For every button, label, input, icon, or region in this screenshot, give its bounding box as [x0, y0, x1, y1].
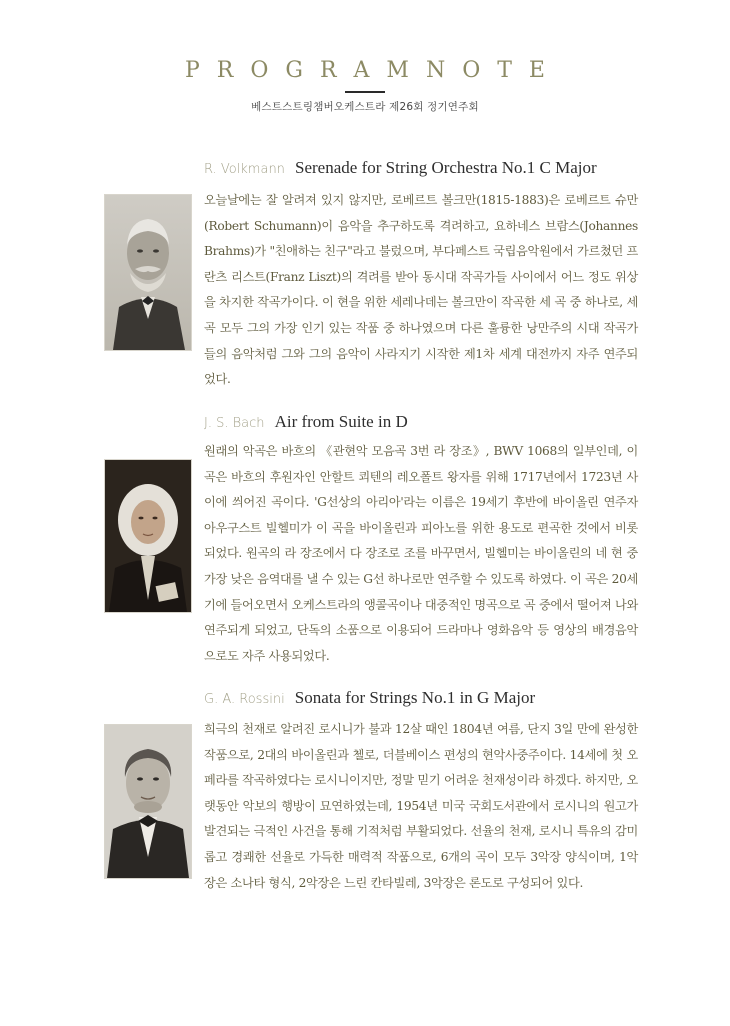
title-divider: [345, 91, 385, 93]
portrait-volkmann-image: [105, 195, 191, 350]
composer-portrait-volkmann: [104, 194, 192, 351]
composer-portrait-rossini: [104, 724, 192, 879]
page-subtitle: 베스트스트링챔버오케스트라 제26회 정기연주회: [251, 101, 479, 113]
work-title: Air from Suite in D: [274, 412, 408, 431]
composer-name: G. A. Rossini: [204, 692, 285, 707]
program-note-text: 원래의 악곡은 바흐의 《관현악 모음곡 3번 라 장조》, BWV 1068의 일부인데, 이 곡은 바흐의 후원자인 안할트 쾨텐의 레오폴트 왕자를 위해 1717년에서 1723년 사이에 씌어진 곡이다. 'G선상의 아리아'라는 이름은 19세기 후반에 바이올린 연주자 아우구스트 빌헬미가 이 곡을 바이올린과 피아노를 위한 용도로 편곡한 것에서 비롯되었다. 원곡의 라 장조에서 다 장조로 조를 바꾸면서, 빌헬미는 바이올린의 네 현 중 가장 낮은 음역대를 낼 수 있는 G선 하나로만 연주할 수 있도록 하였다. 이 곡은 20세기에 들어오면서 오케스트라의 앵콜곡이나 대중적인 명곡으로 곡 중에서 떨어져 나와 연주되게 되었고, 단독의 소품으로 이용되어 드라마나 영화음악 등 영상의 배경음악으로도 자주 사용되었다.: [204, 444, 638, 663]
composer-portrait-bach: [104, 459, 192, 613]
entry-heading: [204, 688, 535, 708]
entry-heading: [204, 412, 408, 432]
composer-name: R. Volkmann: [204, 162, 285, 177]
page-header: [0, 58, 730, 114]
portrait-bach-image: [105, 460, 191, 612]
work-title: Sonata for Strings No.1 in G Major: [294, 688, 536, 707]
entry-heading: [204, 158, 597, 178]
work-title: Serenade for String Orchestra No.1 C Major: [295, 158, 597, 177]
program-note-text: 희극의 천재로 알려진 로시니가 불과 12살 때인 1804년 여름, 단지 3일 만에 완성한 작품으로, 2대의 바이올린과 첼로, 더블베이스 편성의 현악사중주이다. 14세에 첫 오페라를 작곡하였다는 로시니이지만, 정말 믿기 어려운 천재성이라 하겠다. 하지만, 오랫동안 악보의 행방이 묘연하였는데, 1954년 미국 국회도서관에서 로시니의 원고가 발견되는 극적인 사건을 통해 기적처럼 부활되었다. 선율의 천재, 로시니 특유의 감미롭고 경쾌한 선율로 가득한 매력적 작품으로, 6개의 곡이 모두 3악장 양식이며, 1악장은 소나타 형식, 2악장은 느린 칸타빌레, 3악장은 론도로 구성되어 있다.: [204, 722, 638, 890]
program-note-text: 오늘날에는 잘 알려져 있지 않지만, 로베르트 볼크만(1815-1883)은 로베르트 슈만(Robert Schumann)이 음악을 추구하도록 격려하고, 요하네스 브람스(Johannes Brahms)가 "친애하는 친구"라고 불렀으며, 부다페스트 국립음악원에서 가르쳤던 프란츠 리스트(Franz Liszt)의 격려를 받아 동시대 작곡가들 사이에서 어느 정도 위상을 차지한 작곡가이다. 이 현을 위한 세레나데는 볼크만이 작곡한 세 곡 중 하나로, 세 곡 모두 그의 가장 인기 있는 작품 중 하나였으며 다른 훌륭한 낭만주의 시대 작곡가들의 음악처럼 그와 그의 음악이 사라지기 시작한 제1차 세계 대전까지 자주 연주되었다.: [204, 193, 638, 387]
composer-name: J. S. Bach: [204, 416, 265, 431]
portrait-rossini-image: [105, 725, 191, 878]
page-title: PROGRAMNOTE: [185, 58, 562, 83]
